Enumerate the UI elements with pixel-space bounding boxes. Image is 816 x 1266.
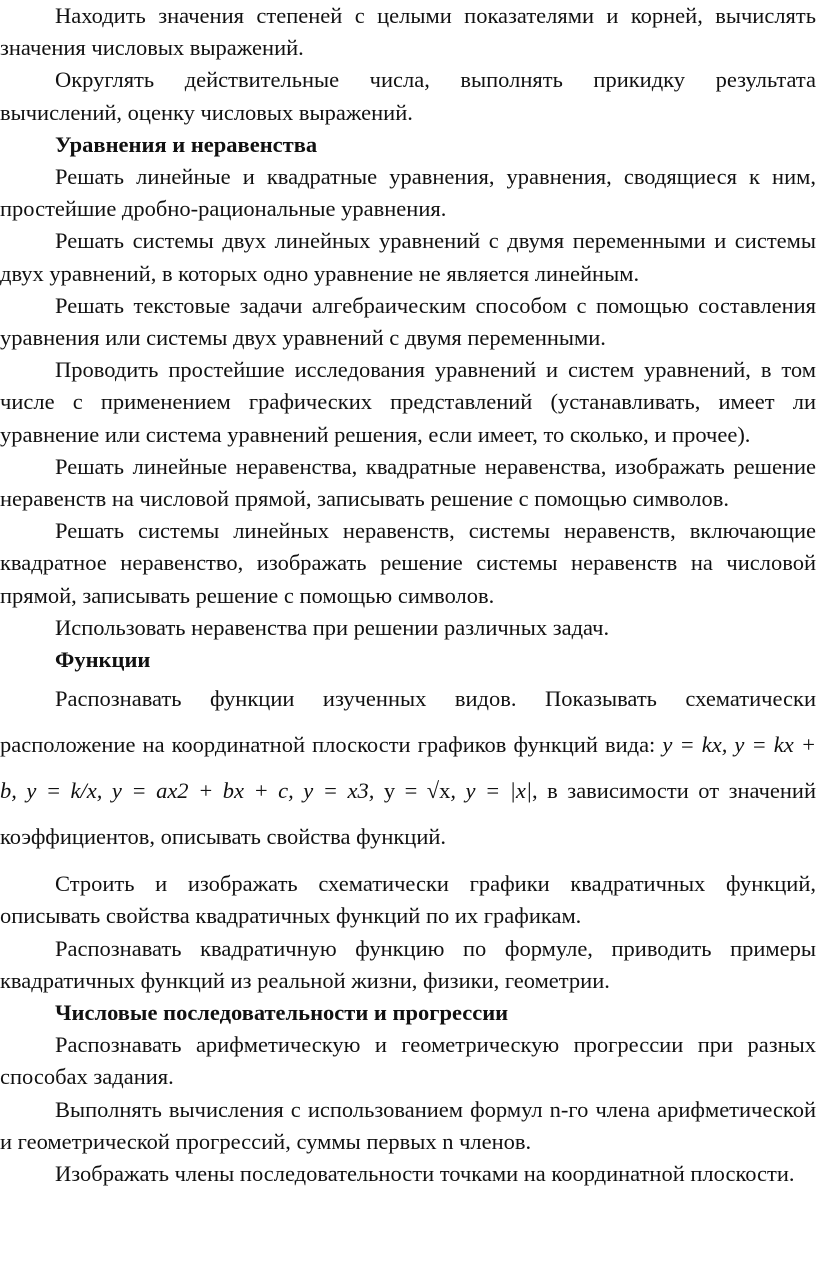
paragraph-linear-quadratic-equations: Решать линейные и квадратные уравнения, уравнения, сводящиеся к ним, простейшие дробно-рациональные уравнения. bbox=[0, 164, 816, 222]
sqrt-formula: у = √х bbox=[374, 778, 451, 804]
abs-formula: , y = |x| bbox=[450, 778, 533, 804]
function-types-outro: , в зависимости от значений коэффициентов, описывать свойства функций. bbox=[0, 778, 816, 850]
paragraph-word-problems: Решать текстовые задачи алгебраическим способом с помощью составления уравнения или системы двух уравнений с двумя переменными. bbox=[0, 292, 816, 351]
paragraph-powers-roots: Находить значения степеней с целыми показателями и корней, вычислять значения числовых выражений. bbox=[0, 3, 816, 61]
paragraph-sequence-points: Изображать члены последовательности точками на координатной плоскости. bbox=[55, 1161, 795, 1187]
function-types-intro: Распознавать функции изученных видов. Показывать схематически расположение на координатной плоскости графиков функций вида: bbox=[0, 686, 816, 758]
paragraph-quadratic-recognition: Распознавать квадратичную функцию по формуле, приводить примеры квадратичных функций из реальной жизни, физики, геометрии. bbox=[0, 935, 816, 993]
paragraph-inequalities: Решать линейные неравенства, квадратные неравенства, изображать решение неравенств на числовой прямой, записывать решение с помощью символов. bbox=[0, 453, 816, 512]
heading-functions: Функции bbox=[55, 647, 151, 673]
paragraph-recognize-progressions: Распознавать арифметическую и геометрическую прогрессии при разных способах задания. bbox=[0, 1032, 816, 1090]
paragraph-investigations: Проводить простейшие исследования уравнений и систем уравнений, в том числе с применением графических представлений (устанавливать, имеет ли уравнение или система уравнений решения, если имеет, то сколько, и прочее). bbox=[0, 357, 816, 447]
paragraph-progression-calculations: Выполнять вычисления с использованием формул n-го члена арифметической и геометрической прогрессий, суммы первых n членов. bbox=[0, 1096, 816, 1154]
heading-equations-inequalities: Уравнения и неравенства bbox=[55, 131, 318, 157]
paragraph-function-types bbox=[0, 676, 816, 860]
paragraph-use-inequalities: Использовать неравенства при решении различных задач. bbox=[55, 614, 610, 640]
paragraph-quadratic-graphs: Строить и изображать схематически графики квадратичных функций, описывать свойства квадратичных функций по их графикам. bbox=[0, 871, 816, 929]
function-formulas: y = kx, y = kx + b, y = k/x, y = ax2 + bx + c, y = x3, bbox=[0, 732, 816, 804]
paragraph-systems-of-inequalities: Решать системы линейных неравенств, системы неравенств, включающие квадратное неравенство, изображать решение системы неравенств на числовой прямой, записывать решение с помощью символов. bbox=[0, 518, 816, 608]
paragraph-systems-of-equations: Решать системы двух линейных уравнений с двумя переменными и системы двух уравнений, в которых одно уравнение не является линейным. bbox=[0, 228, 816, 286]
paragraph-rounding: Округлять действительные числа, выполнять прикидку результата вычислений, оценку числовых выражений. bbox=[0, 67, 816, 125]
heading-sequences-progressions: Числовые последовательности и прогрессии bbox=[55, 1000, 509, 1026]
